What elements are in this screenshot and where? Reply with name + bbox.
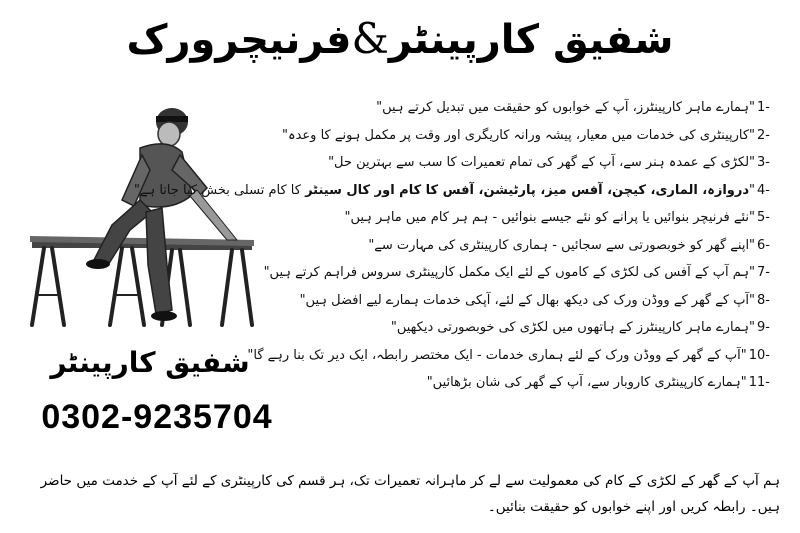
carpenter-illustration [22, 100, 262, 340]
item-text-start: " [749, 182, 756, 198]
item-number: 5- [757, 210, 770, 225]
item-number: 10- [748, 347, 770, 363]
item-number: 2- [757, 127, 770, 143]
item-number: 9- [757, 320, 770, 335]
list-item [300, 287, 770, 315]
sawhorse-icon [32, 240, 252, 325]
item-text-end: کا کام تسلی بخش کیا جاتا ہے" [133, 182, 306, 198]
list-item [300, 204, 770, 232]
item-text: "ہم آپ کے آفس کی لکڑی کے کاموں کے لئے ایک مکمل کارپینٹری سروس فراہم کرتے ہیں" [263, 265, 756, 280]
item-text: "ہمارے کارپینٹری کاروبار سے، آپ کے گھر کی شان بڑھائیں" [426, 375, 747, 390]
list-item [263, 259, 770, 287]
item-number: 6- [757, 237, 770, 253]
title-part-2: فرنیچرورک [126, 17, 352, 63]
page-title [70, 14, 730, 74]
phone-number: 0302-9235704 [41, 398, 273, 436]
item-number: 4- [757, 182, 770, 198]
title-ampersand: & [351, 14, 389, 63]
item-text: "ہمارے ماہر کارپینٹرز کے ہاتھوں میں لکڑی کی خوبصورتی دیکھیں" [390, 320, 756, 335]
item-number: 8- [757, 292, 770, 308]
item-text: "اپنے گھر کو خوبصورتی سے سجائیں - ہماری کارپینٹری کی مہارت سے" [368, 237, 756, 253]
list-item [300, 314, 770, 342]
list-item [247, 342, 770, 370]
brand-name: شفیق کارپینٹر [50, 346, 250, 379]
item-number: 3- [757, 155, 770, 170]
list-item [300, 369, 770, 397]
item-highlight: دروازہ، الماری، کیچن، آفس میز، پارٹیشن، آفس کا کام اور کال سینٹر [305, 182, 750, 198]
list-item [281, 122, 770, 150]
item-text: "ہمارے ماہر کارپینٹرز، آپ کے خوابوں کو حقیقت میں تبدیل کرتے ہیں" [376, 100, 756, 115]
item-number: 1- [757, 100, 770, 115]
footer-paragraph: ہم آپ کے گھر کے لکڑی کے کام کی معمولیت سے لے کر ماہرانہ تعمیرات تک، ہر قسم کی کارپینٹری کے لئے آپ کے خدمت میں حاضر ہیں۔ رابطہ کریں اور اپنے خوابوں کو حقیقت بنائیں۔ [40, 473, 780, 515]
list-item [300, 232, 770, 260]
list-item [133, 177, 770, 205]
item-text: "آپ کے گھر کے ووڈن ورک کے لئے ہماری خدمات - ایک مختصر رابطہ، ایک دیر تک بنا رہے گا" [247, 347, 747, 363]
item-text: "آپ کے گھر کے ووڈن ورک کی دیکھ بھال کے لئے، آپکی خدمات ہمارے لیے افضل ہیں" [299, 292, 756, 308]
list-item [300, 149, 770, 177]
item-number: 11- [748, 375, 770, 390]
title-part-1: شفیق کارپینٹر [388, 17, 674, 63]
worker-icon [86, 108, 237, 321]
item-number: 7- [757, 265, 770, 280]
item-text: "کارپینٹری کی خدمات میں معیار، پیشہ ورانہ کاریگری اور وقت پر مکمل ہونے کا وعدہ" [281, 127, 756, 143]
list-item [300, 94, 770, 122]
item-text: "نئے فرنیچر بنوائیں یا پرانے کو نئے جیسے بنوائیں - ہم ہر کام میں ماہر ہیں" [344, 210, 756, 225]
item-text: "لکڑی کے عمدہ ہنر سے، آپ کے گھر کی تمام تعمیرات کا سب سے بہترین حل" [328, 155, 756, 170]
